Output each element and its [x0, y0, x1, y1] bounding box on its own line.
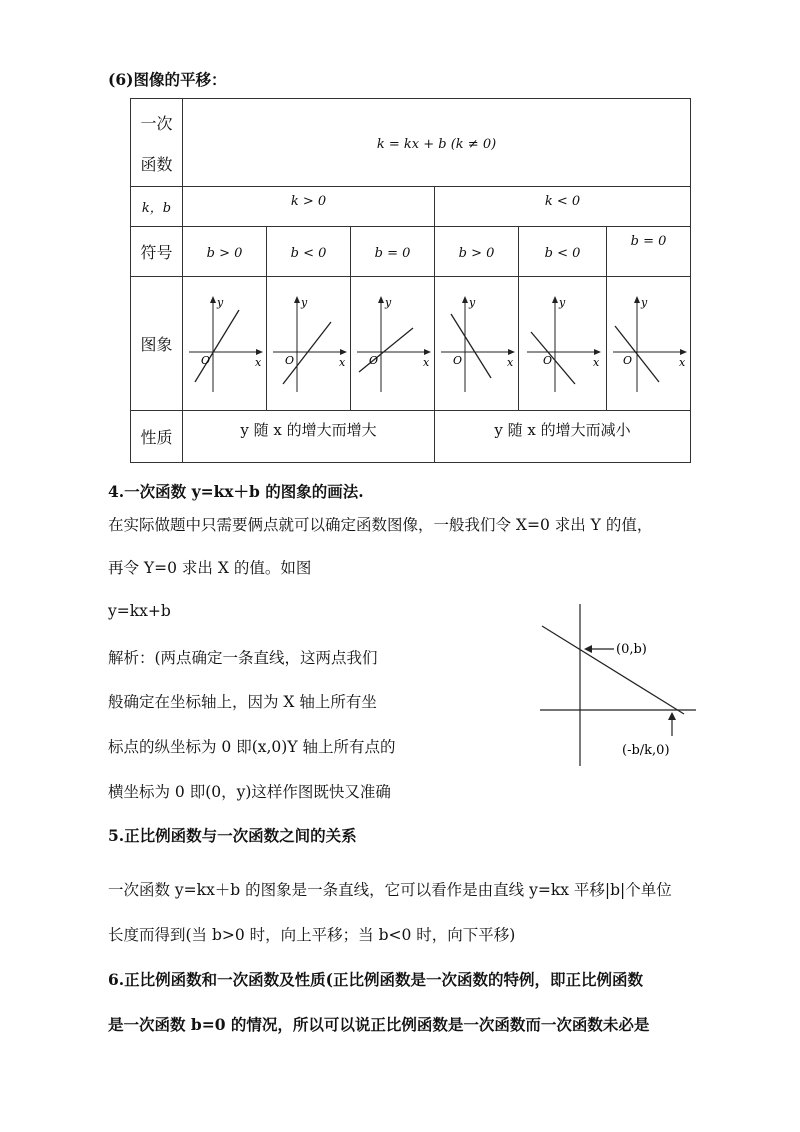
axis-y-label: y	[558, 295, 565, 309]
b-sign: b > 0	[458, 245, 495, 261]
row-label-kb	[131, 187, 183, 227]
linear-function-table	[130, 98, 691, 463]
equation-label: y=kx+b	[108, 602, 171, 620]
origin-label: O	[368, 353, 378, 367]
section5-paragraph-1: 一次函数 y=kx＋b 的图象是一条直线，它可以看作是由直线 y=kx 平移|b|个单位	[108, 881, 672, 899]
b-sign: b < 0	[544, 245, 581, 261]
function-line	[542, 626, 684, 714]
section6-line-2: 是一次函数 b=0 的情况，所以可以说正比例函数是一次函数而一次函数未必是	[108, 1015, 650, 1034]
b-sign-cell	[607, 227, 691, 277]
origin-label: O	[200, 353, 210, 367]
axis-x-label: x	[506, 355, 513, 369]
arrow-icon	[584, 645, 592, 653]
b-sign: b < 0	[290, 245, 327, 261]
graph-cell	[351, 277, 435, 411]
b-sign-cell	[183, 227, 267, 277]
formula: k = kx + b (k ≠ 0)	[376, 136, 497, 152]
section-title: (6)图像的平移：	[108, 70, 227, 89]
axis-y-label: y	[640, 295, 647, 309]
explanation-line-3: 标点的纵坐标为 0 即(x,0)Y 轴上所有点的	[108, 738, 396, 756]
axis-x-label: x	[254, 355, 261, 369]
property-decrease-cell	[435, 411, 691, 463]
property-decrease: y 随 x 的增大而减小	[494, 421, 631, 439]
row-label-function	[131, 99, 183, 187]
axis-x-label: x	[422, 355, 429, 369]
graph-cell	[435, 277, 519, 411]
axis-x-label: x	[678, 355, 685, 369]
b-sign-cell	[435, 227, 519, 277]
label-kb: k，b	[141, 201, 172, 216]
explanation-line-1: 解析：(两点确定一条直线，这两点我们	[108, 649, 378, 667]
axis-y-label: y	[468, 295, 475, 309]
mini-graph	[353, 292, 433, 396]
mini-graph	[609, 292, 689, 396]
mini-graph	[523, 292, 603, 396]
mini-graph	[185, 292, 265, 396]
row-label-graph: 图象	[131, 277, 183, 411]
axis-y-label: y	[300, 295, 307, 309]
b-sign: b = 0	[374, 245, 411, 261]
k-negative-cell	[435, 187, 691, 227]
section5-heading: 5.正比例函数与一次函数之间的关系	[108, 826, 357, 845]
section6-line-1: 6.正比例函数和一次函数及性质(正比例函数是一次函数的特例，即正比例函数	[108, 970, 644, 989]
origin-label: O	[452, 353, 462, 367]
b-sign-cell	[351, 227, 435, 277]
b-sign: b = 0	[630, 234, 667, 249]
arrow-icon	[668, 712, 676, 720]
section4-paragraph-2: 再令 Y=0 求出 X 的值。如图	[108, 559, 312, 577]
row-label-sign: 符号	[131, 227, 183, 277]
explanation-line-2: 般确定在坐标轴上，因为 X 轴上所有坐	[108, 693, 377, 711]
mini-graph	[437, 292, 517, 396]
graph-cell	[607, 277, 691, 411]
axis-x-label: x	[338, 355, 345, 369]
y-intercept-label: (0,b)	[616, 642, 647, 657]
mini-graph	[269, 292, 349, 396]
origin-label: O	[284, 353, 294, 367]
section4-heading: 4.一次函数 y=kx＋b 的图象的画法.	[108, 482, 364, 501]
b-sign: b > 0	[206, 245, 243, 261]
formula-cell	[183, 99, 691, 187]
b-sign-cell	[267, 227, 351, 277]
section4-paragraph-1: 在实际做题中只需要俩点就可以确定函数图像，一般我们令 X=0 求出 Y 的值，	[108, 516, 653, 534]
property-increase: y 随 x 的增大而增大	[240, 421, 377, 439]
origin-label: O	[542, 353, 552, 367]
x-intercept-label: (-b/k,0)	[622, 743, 670, 758]
property-increase-cell	[183, 411, 435, 463]
graph-cell	[183, 277, 267, 411]
axis-y-label: y	[384, 295, 391, 309]
row-label-property: 性质	[131, 411, 183, 463]
k-positive: k > 0	[290, 194, 327, 209]
section5-paragraph-2: 长度而得到(当 b>0 时，向上平移；当 b<0 时，向下平移)	[108, 926, 516, 944]
axis-y-label: y	[216, 295, 223, 309]
explanation-line-4: 横坐标为 0 即(0，y)这样作图既快又准确	[108, 783, 391, 801]
label-function-b: 函数	[140, 154, 173, 174]
label-function-a: 一次	[140, 113, 173, 133]
graph-cell	[267, 277, 351, 411]
axis-x-label: x	[592, 355, 599, 369]
graph-cell	[519, 277, 607, 411]
k-negative: k < 0	[544, 194, 581, 209]
k-positive-cell	[183, 187, 435, 227]
origin-label: O	[622, 353, 632, 367]
b-sign-cell	[519, 227, 607, 277]
intercept-diagram	[536, 604, 700, 774]
